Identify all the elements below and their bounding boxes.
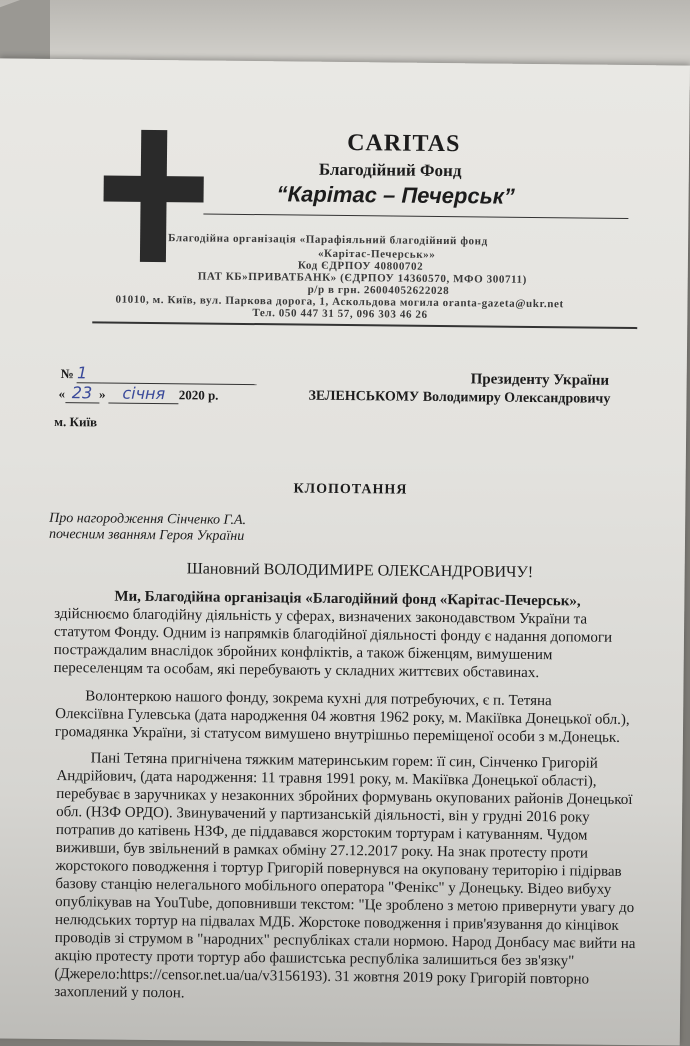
paragraph-line: виживши, був звільнений в рамках обміну 27.12.2017 року. На знак протесту проти (55, 840, 589, 862)
date-year: 2020 р. (178, 387, 219, 403)
paragraph-line: базову станцію нелегального мобільного оператора "Фенікс" у Донецьку. Відео вибуху (55, 876, 612, 898)
requisites-divider (92, 321, 637, 329)
salutation: Шановний ВОЛОДИМИРЕ ОЛЕКСАНДРОВИЧУ! (186, 560, 534, 581)
subject-line: Про нагородження Сінченко Г.А. (49, 510, 247, 528)
requisites-line: 01010, м. Київ, вул. Паркова дорога, 1, Аскольдова могила oranta-gazeta@ukr.net (115, 293, 564, 311)
recipient-name: ЗЕЛЕНСЬКОМУ Володимиру Олександровичу (308, 388, 611, 407)
org-title: CARITAS (347, 130, 461, 158)
paragraph-line: опублікував на YouTube, доповнивши текстом: "Це зроблено з метою привернути увагу до (55, 894, 635, 917)
requisites-line: р/р в грн. 26004052622028 (307, 283, 450, 298)
paragraph-line: переселенцям та особам, які перебувають у складних життєвих обставинах. (53, 659, 540, 682)
letterhead-divider (203, 214, 628, 219)
paragraph-line: акцію протесту проти тортур або фашистська республіка залишиться без зв'язку" (54, 948, 575, 970)
paragraph-line: Андрійович, (дата народження: 11 травня 1991 року, м. Макіївка Донецької області), (56, 768, 597, 790)
date-day: 23 (65, 383, 99, 403)
paragraph-line: жорстокого поводження і тортур Григорій повернувся на окуповану територію і підірвав (55, 858, 622, 880)
paragraph-3 (54, 749, 667, 1007)
paragraph-line: Олексіївна Гулевська (дата народження 04 жовтня 1962 року, м. Макіївка Донецької обл.), (55, 706, 630, 729)
paragraph-line: Ми, Благодійна організація «Благодійний фонд «Карітас-Печерськ», (114, 588, 581, 610)
document-title: КЛОПОТАННЯ (293, 481, 408, 498)
paragraph-line: нелюдських тортур на підвалах МДБ. Жорстоке поводження і прив'язування до кінцівок (54, 912, 619, 934)
date-quote-open: « (58, 386, 66, 402)
paragraph-2 (55, 687, 666, 747)
paragraph-line: статутом Фонду. Одним із напрямків благодійної діяльності фонду є надання допомоги (53, 623, 613, 646)
doc-number (61, 363, 258, 385)
number-label: № (60, 366, 74, 382)
paragraph-1 (54, 587, 665, 683)
date-month: січня (109, 384, 179, 405)
org-name: “Карітас – Печерськ” (276, 181, 515, 209)
doc-date (58, 383, 218, 405)
paragraph-line: проводів зі струмом в "народних" республіках стали нормою. Народ Донбасу має вийти на (54, 930, 636, 953)
document-sheet (0, 58, 690, 1045)
paragraph-line: Пані Тетяна пригнічена тяжким материнським горем: її син, Сінченко Григорій (90, 750, 598, 772)
requisites-line: ПАТ КБ»ПРИВАТБАНК» (ЄДРПОУ 14360570, МФО 300711) (197, 270, 528, 286)
requisites-line: Благодійна організація «Парафіяльний благодійний фонд (168, 232, 488, 248)
paragraph-line: захоплений у полон. (54, 984, 185, 1002)
paragraph-line: (Джерело:https://censor.net.ua/ua/v3156193). 31 жовтня 2019 року Григорій повторно (54, 966, 590, 988)
paragraph-line: постраждалим внаслідок збройних конфліктів, а також біженцям, вимушеним (53, 641, 553, 664)
paragraph-line: потрапив до катівень НЗФ, де піддавався жорстоким тортурам і катуванням. Чудом (55, 822, 588, 844)
subject-line: почесним званням Героя України (48, 526, 245, 544)
city: м. Київ (54, 413, 98, 430)
date-quote-close: » (98, 386, 106, 402)
number-value: 1 (77, 363, 257, 385)
requisites-line: «Карітас-Печерськ»» (317, 247, 436, 261)
recipient-title: Президенту України (470, 371, 610, 389)
org-subtitle: Благодійний Фонд (318, 159, 462, 181)
paragraph-line: перебуває в заручниках у незаконних збройних формувань окупованих районів Донецької (56, 786, 633, 809)
requisites-line: Тел. 050 447 31 57, 096 303 46 26 (252, 307, 428, 321)
paragraph-line: громадянка України, зі статусом вимушено внутрішньо переміщеної особи з м.Донецьк. (54, 724, 621, 746)
requisites-line: Код ЄДРПОУ 40800702 (297, 259, 424, 273)
paragraph-line: здійснюємо благодійну діяльність у сферах, визначених законодавством України та (54, 605, 588, 628)
paragraph-line: Волонтеркою нашого фонду, зокрема кухні для потребуючих, є п. Тетяна (85, 688, 552, 710)
paragraph-line: обл. (НЗФ ОРДО). Звинувачений у партизанській діяльності, він у грудні 2016 року (56, 804, 590, 826)
